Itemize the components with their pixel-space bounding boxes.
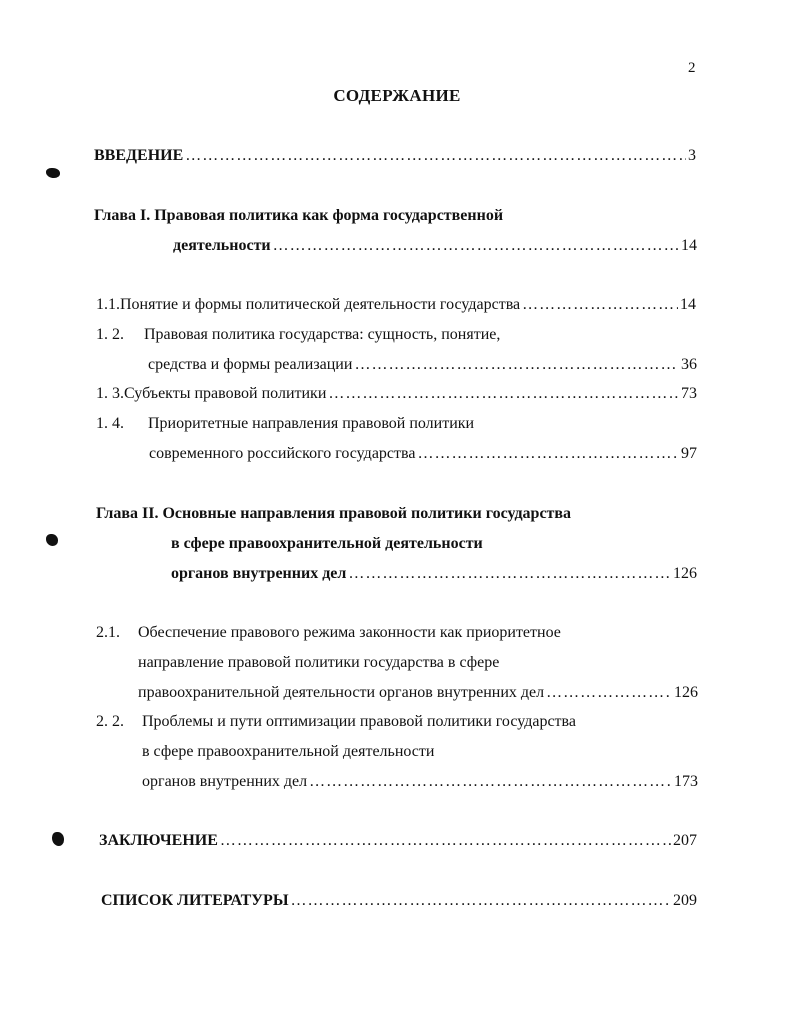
toc-entry-1-1 bbox=[96, 295, 696, 315]
toc-entry-page: 209 bbox=[673, 892, 697, 909]
toc-chapter2-heading: Глава II. Основные направления правовой политики государства bbox=[96, 505, 572, 522]
toc-entry-number: 2.1. bbox=[96, 624, 120, 641]
toc-entry-text: органов внутренних дел bbox=[171, 565, 347, 582]
toc-entry-number: 1. 3. bbox=[96, 385, 124, 402]
toc-entry-text: современного российского государства bbox=[149, 445, 416, 462]
toc-entry-1-2-line1 bbox=[96, 325, 500, 345]
toc-entry-page: 3 bbox=[688, 147, 696, 164]
toc-entry-intro bbox=[94, 146, 696, 166]
dot-leader bbox=[309, 772, 672, 792]
toc-entry-2-1-line2: направление правовой политики государства в сфере bbox=[138, 654, 500, 671]
ink-blot bbox=[46, 168, 60, 178]
toc-entry-page: 207 bbox=[673, 832, 697, 849]
toc-entry-page: 14 bbox=[680, 296, 696, 313]
toc-entry-page: 126 bbox=[673, 565, 697, 582]
toc-entry-text: СПИСОК ЛИТЕРАТУРЫ bbox=[101, 892, 289, 909]
toc-entry-2-1-line3 bbox=[138, 683, 698, 703]
toc-entry-page: 97 bbox=[681, 445, 697, 462]
dot-leader bbox=[417, 444, 679, 464]
dot-leader bbox=[348, 564, 671, 584]
toc-entry-page: 73 bbox=[681, 385, 697, 402]
ink-blot bbox=[52, 832, 64, 846]
toc-entry-1-4-line1 bbox=[96, 414, 474, 434]
toc-entry-1-2-line2 bbox=[148, 355, 697, 375]
toc-title: СОДЕРЖАНИЕ bbox=[333, 86, 461, 105]
toc-entry-text: средства и формы реализации bbox=[148, 356, 353, 373]
dot-leader bbox=[546, 683, 672, 703]
toc-entry-text: Субъекты правовой политики bbox=[124, 385, 327, 402]
toc-entry-text: органов внутренних дел bbox=[142, 773, 308, 790]
toc-entry-text: Приоритетные направления правовой политики bbox=[148, 415, 475, 432]
dot-leader bbox=[354, 355, 679, 375]
toc-entry-text: ЗАКЛЮЧЕНИЕ bbox=[99, 832, 218, 849]
toc-entry-text: деятельности bbox=[173, 237, 271, 254]
dot-leader bbox=[185, 146, 686, 166]
toc-chapter1-heading: Глава I. Правовая политика как форма государственной bbox=[94, 207, 504, 224]
toc-entry-number: 1. 4. bbox=[96, 415, 124, 432]
toc-entry-number: 2. 2. bbox=[96, 713, 124, 730]
toc-entry-page: 14 bbox=[681, 237, 697, 254]
dot-leader bbox=[328, 384, 679, 404]
toc-entry-conclusion bbox=[99, 831, 697, 851]
toc-entry-number: 1. 2. bbox=[96, 326, 124, 343]
toc-chapter1-entry bbox=[173, 236, 697, 256]
toc-entry-text: Проблемы и пути оптимизации правовой политики государства bbox=[142, 713, 576, 730]
toc-entry-text: ВВЕДЕНИЕ bbox=[94, 147, 184, 164]
toc-chapter2-entry bbox=[171, 564, 697, 584]
toc-entry-2-1-line1 bbox=[96, 623, 561, 643]
toc-entry-2-2-line1 bbox=[96, 712, 576, 732]
toc-entry-2-2-line2: в сфере правоохранительной деятельности bbox=[142, 743, 435, 760]
toc-entry-number: 1.1. bbox=[96, 296, 120, 313]
toc-entry-text: Правовая политика государства: сущность, понятие, bbox=[144, 326, 501, 343]
toc-entry-text: Обеспечение правового режима законности как приоритетное bbox=[138, 624, 561, 641]
toc-entry-page: 173 bbox=[674, 773, 698, 790]
toc-chapter2-line2: в сфере правоохранительной деятельности bbox=[171, 535, 483, 552]
ink-blot bbox=[46, 534, 58, 546]
toc-entry-1-3 bbox=[96, 384, 697, 404]
toc-entry-2-2-line3 bbox=[142, 772, 698, 792]
toc-entry-1-4-line2 bbox=[149, 444, 697, 464]
dot-leader bbox=[522, 295, 678, 315]
page-number: 2 bbox=[688, 60, 696, 76]
dot-leader bbox=[291, 891, 671, 911]
dot-leader bbox=[220, 831, 671, 851]
toc-entry-references bbox=[101, 891, 697, 911]
toc-entry-text: правоохранительной деятельности органов внутренних дел bbox=[138, 684, 545, 701]
toc-entry-page: 126 bbox=[674, 684, 698, 701]
toc-entry-text: Понятие и формы политической деятельности государства bbox=[120, 296, 521, 313]
dot-leader bbox=[273, 236, 679, 256]
toc-entry-page: 36 bbox=[681, 356, 697, 373]
